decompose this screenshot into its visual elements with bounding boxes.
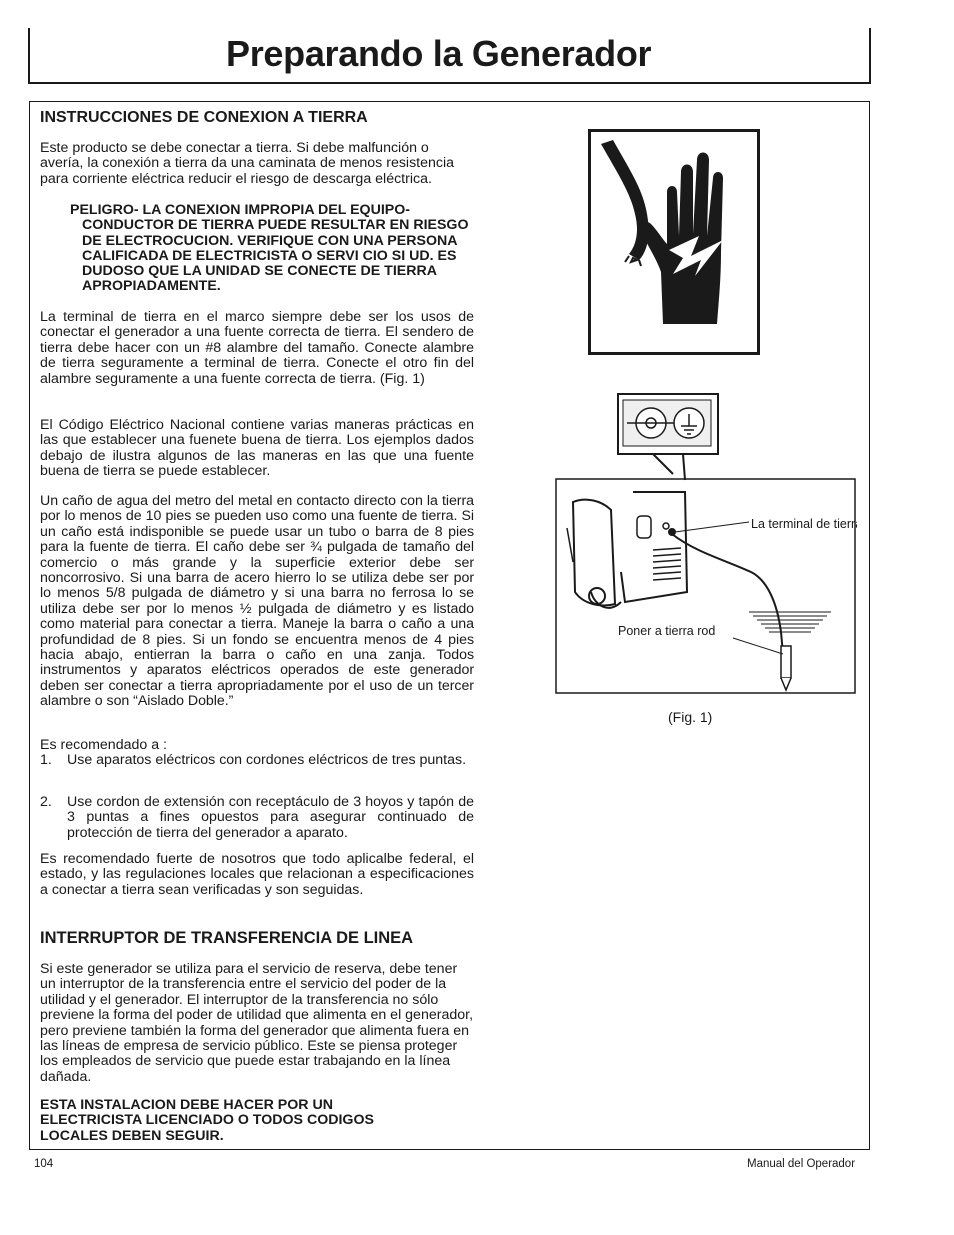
section-heading-transfer-switch: INTERRUPTOR DE TRANSFERENCIA DE LINEA	[40, 929, 414, 947]
transfer-switch-paragraph: Si este generador se utiliza para el servicio de reserva, debe tener un interruptor de la transferencia entre el servicio del poder de la utilidad y el generador. El interruptor de la transferencia no sólo previene la forma del poder de utilidad que alimenta en el generador, pero previene también la forma del generador que alimenta fuera en las líneas de empresa de servicio público. Este se piensa proteger los empleados de servicio que puede estar trabajando en la línea dañada.	[40, 961, 474, 1085]
hand-shock-icon	[591, 132, 757, 352]
licensed-electrician-notice: ESTA INSTALACION DEBE HACER POR UN ELECTRICISTA LICENCIADO O TODOS CODIGOS LOCALES DEBEN SEGUIR.	[40, 1097, 374, 1144]
grounding-figure	[555, 392, 857, 694]
ground-rod-label: Poner a tierra rod	[618, 624, 716, 638]
grounding-terminal-label: La terminal de tierra	[751, 517, 857, 531]
list-text: Use cordon de extensión con receptáculo de 3 hoyos y tapón de 3 puntas a fines opuestos para asegurar continuado de protección de tierra del generador a aparato.	[67, 794, 474, 841]
regulations-paragraph: Es recomendado fuerte de nosotros que todo aplicalbe federal, el estado, y las regulaciones locales que relacionan a especificaciones a conectar a tierra sean verificadas y son seguidas.	[40, 851, 474, 898]
generator-grounding-diagram	[555, 392, 857, 694]
danger-warning: PELIGRO- LA CONEXION IMPROPIA DEL EQUIPO-CONDUCTOR DE TIERRA PUEDE RESULTAR EN RIESGO DE ELECTROCUCION. VERIFIQUE CON UNA PERSONA CALIFICADA DE ELECTRICISTA O SERVI CIO SI UD. ES DUDOSO QUE LA UNIDAD SE CONECTE DE TIERRA APROPIADAMENTE.	[70, 202, 469, 295]
figure-caption: (Fig. 1)	[668, 709, 713, 725]
content-box	[29, 101, 870, 1150]
section-heading-grounding: INSTRUCCIONES DE CONEXION A TIERRA	[40, 109, 368, 126]
recommended-intro: Es recomendado a :	[40, 737, 167, 753]
list-item	[40, 753, 474, 768]
list-item	[40, 795, 474, 841]
title-box	[28, 28, 871, 84]
page-number: 104	[34, 1158, 54, 1170]
electric-shock-hazard-pictogram	[588, 129, 760, 355]
list-number: 1.	[40, 752, 52, 768]
manual-name: Manual del Operador	[747, 1158, 856, 1170]
electrical-code-paragraph: El Código Eléctrico Nacional contiene varias maneras prácticas en las que establecer una fuenete buena de tierra. Los ejemplos dados debajo de ilustra algunos de las maneras en las que una fuente buena de tierra se puede establecer.	[40, 417, 474, 480]
list-number: 2.	[40, 794, 52, 810]
page-title: Preparando la Generador	[226, 33, 652, 74]
ground-source-paragraph: Un caño de agua del metro del metal en contacto directo con la tierra por lo menos de 10 pies se pueden uso como una fuente de tierra. Si un caño está indisponible se puede usar un tubo o barra de 8 pies para la fuente de tierra. El caño debe ser ¾ pulgada de tamaño del comercio o más grande y la superficie exterior debe ser noncorrosivo. Si una barra de acero hierro lo se utiliza debe ser por lo menos 5/8 pulgada de diámetro y si una barra no ferrosa lo se utiliza debe ser por lo menos ½ pulgada de diámetro y es listado como material para conectar a tierra. Maneje la barra o caño a una profundidad de 8 pies. Si un fondo se encuentra menos de 4 pies hacia abajo, entierran la barra o caño en una zanja. Todos instrumentos y aparatos eléctricos operados de este generador deben ser conectar a tierra apropriadamente por el uso de un tercer alambre o son “Aislado Doble.”	[40, 493, 474, 710]
grounding-intro: Este producto se debe conectar a tierra. Si debe malfunción o avería, la conexión a tierra da una caminata de menos resistencia para corriente eléctrica reducir el riesgo de descarga eléctrica.	[40, 140, 455, 187]
grounding-terminal-paragraph: La terminal de tierra en el marco siempre debe ser los usos de conectar el generador a una fuente correcta de tierra. El sendero de tierra debe hacer con un #8 alambre del tamaño. Conecte alambre de tierra seguramente a terminal de tierra. Conecte el otro fin del alambre seguramente a una fuente correcta de tierra. (Fig. 1)	[40, 309, 474, 387]
list-text: Use aparatos eléctricos con cordones eléctricos de tres puntas.	[67, 752, 467, 768]
